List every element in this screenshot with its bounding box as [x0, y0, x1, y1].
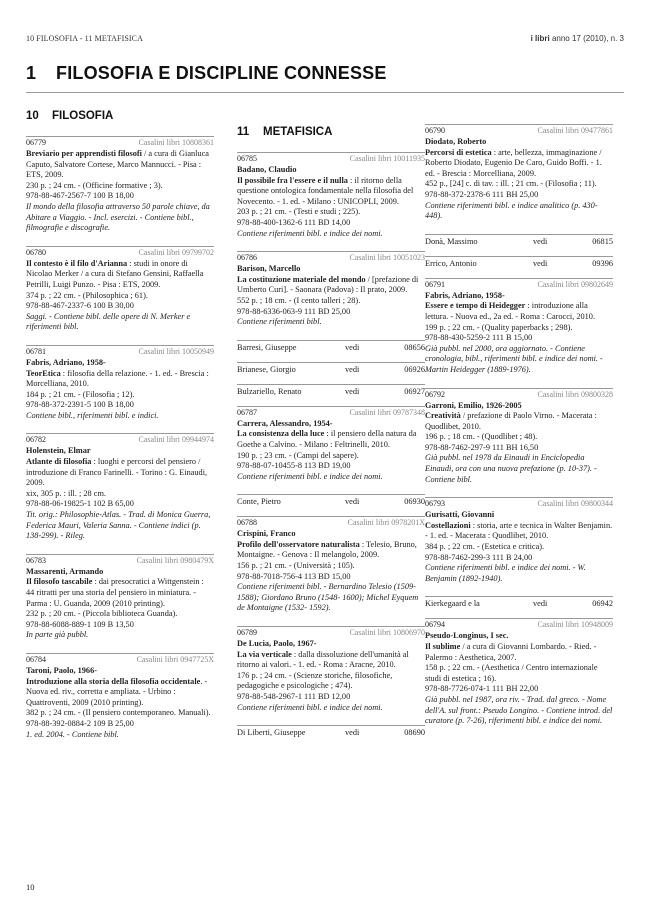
- entry-id-line: [26, 248, 214, 259]
- column-1: [26, 100, 214, 752]
- xref-name: Kierkegaard e la: [425, 599, 480, 609]
- catalog-entry: [237, 516, 425, 614]
- entry-notes: Già pubbl. nel 2000, ora aggiornato. - Contiene cronologia, bibl., riferimenti bibl. e indice dei nomi. - Martin Heidegger (1889-1976).: [425, 343, 603, 374]
- entry-physical: 190 p. ; 23 cm. - (Campi del sapere).: [237, 450, 359, 460]
- entry-physical: 384 p. ; 22 cm. - (Estetica e critica).: [425, 542, 545, 552]
- entry-notes: In parte già pubbl.: [26, 630, 89, 640]
- entry-title: [425, 301, 613, 322]
- catalog-entry: [237, 251, 425, 328]
- entry-isbn: 978-88-06-19825-1 102 B 65,00: [26, 499, 134, 509]
- entry-isbn: 978-88-372-2378-6 111 BH 25,00: [425, 189, 539, 199]
- entry-title: [26, 369, 214, 390]
- section-heading-filosofia: [26, 110, 214, 122]
- entry-physical: 452 p., [24] c. di tav. : ill. ; 21 cm. - (Filosofia ; 11).: [425, 179, 597, 189]
- entry-title-bold: Percorsi di estetica: [425, 147, 492, 157]
- entry-source: Casalini libri 09477861: [537, 126, 613, 135]
- entry-title: [425, 521, 613, 542]
- entry-id-line: [26, 556, 214, 567]
- section-number: 11: [237, 126, 250, 138]
- entry-number: 06793: [425, 499, 445, 509]
- entry-isbn: 978-88-430-5259-2 111 B 15,00: [425, 333, 533, 343]
- entry-isbn: 978-88-6336-063-9 111 BD 25,00: [237, 306, 351, 316]
- entry-author: Taroni, Paolo, 1966-: [26, 665, 97, 675]
- chapter-heading: [26, 63, 387, 84]
- xref-name: Conte, Pietro: [237, 497, 281, 507]
- entry-source: Casalini libri 0978201X: [347, 518, 425, 528]
- xref-name: Donà, Massimo: [425, 236, 478, 246]
- entry-id-line: [26, 435, 214, 446]
- xref-code: 06942: [592, 599, 613, 609]
- entry-number: 06781: [26, 346, 46, 356]
- entry-title-rest: : luoghi e percorsi del pensiero / introduzione di Franco Farinelli. - Torino : G. Einaudi, 2009.: [26, 457, 208, 488]
- xref-code: 08690: [404, 728, 425, 738]
- entry-source: Casalini libri 09800344: [537, 499, 613, 509]
- entry-physical: 199 p. ; 22 cm. - (Quality paperbacks ; 298).: [425, 322, 573, 332]
- entry-number: 06782: [26, 435, 46, 445]
- entry-source: Casalini libri 10808361: [138, 138, 214, 147]
- section-heading-metafisica: [237, 126, 425, 138]
- cross-reference: [237, 384, 425, 402]
- issue-info: anno 17 (2010), n. 3: [549, 34, 624, 43]
- entry-author: Fabris, Adriano, 1958-: [425, 290, 505, 300]
- entry-title-bold: Introduzione alla storia della filosofia occidentale: [26, 676, 201, 686]
- entry-id-line: [425, 390, 613, 401]
- entry-physical: 232 p. ; 20 cm. - (Piccola biblioteca Guanda).: [26, 609, 178, 619]
- entry-title-bold: Atlante di filosofia: [26, 457, 92, 467]
- entry-notes: Già pubbl. nel 1978 da Einaudi in Enciclopedia Einaudi, ora con una nuova prefazione (p. 10-37). - Contiene bibl.: [425, 453, 597, 484]
- catalog-entry: [425, 278, 613, 376]
- xref-vedi: vedi: [345, 386, 360, 396]
- entry-source: Casalini libri 10948009: [537, 620, 613, 630]
- entry-isbn: 978-88-548-2967-1 111 BD 12,00: [237, 692, 351, 701]
- entry-id-line: [26, 347, 214, 358]
- entry-notes: Contiene riferimenti bibl. e indice dei nomi. - W. Benjamin (1892-1940).: [425, 563, 586, 583]
- entry-title-bold: TeorEtica: [26, 368, 61, 378]
- entry-title-bold: La consistenza della luce: [237, 429, 325, 439]
- entry-title: [26, 577, 214, 609]
- entry-id-line: [425, 620, 613, 631]
- chapter-rule: [26, 92, 624, 93]
- catalog-entry: [26, 246, 214, 333]
- entry-source: Casalini libri 0980479X: [136, 555, 214, 565]
- xref-code: 06815: [592, 236, 613, 246]
- catalog-entry: [26, 136, 214, 234]
- entry-title: [425, 642, 613, 663]
- entry-isbn: 978-88-7462-297-9 111 BH 16,50: [425, 442, 539, 452]
- entry-title: [425, 148, 613, 180]
- entry-author: Pseudo-Longinus, I sec.: [425, 631, 509, 641]
- entry-notes: Il mondo della filosofia attraverso 50 parole chiave, da Abitare a Viaggio. - Incl. esercizi. - Contiene bibl., filmografie e discografie.: [26, 201, 210, 233]
- xref-vedi: vedi: [345, 497, 360, 507]
- entry-title-rest: : dalla dissoluzione dell'umanità al ritorno ai valori. - 1. ed. - Roma : Aracne, 2010.: [237, 649, 409, 670]
- xref-name: Bulzariello, Renato: [237, 386, 302, 396]
- section-number: 10: [26, 110, 39, 122]
- entry-physical: 230 p. ; 24 cm. - (Officine formative ; 3).: [26, 180, 163, 190]
- entry-number: 06790: [425, 126, 445, 135]
- entry-source: Casalini libri 0947725X: [136, 654, 214, 664]
- entry-number: 06792: [425, 389, 445, 399]
- running-head-left: 10 FILOSOFIA - 11 METAFISICA: [26, 34, 143, 43]
- entry-number: 06780: [26, 247, 46, 257]
- entry-number: 06784: [26, 654, 46, 664]
- entry-title-rest: : il ritorno della questione ontologica fondamentale nella filosofia del Novecento. - 1. ed. - Milano : UNICOPLI, 2009.: [237, 175, 414, 206]
- cross-reference: [425, 234, 613, 252]
- chapter-number: 1: [26, 63, 37, 83]
- entry-notes: Già pubbl. nel 1987, ora riv. - Trad. dal greco. - Nome dell'A. sul front.: Pseudo Longino. - Contiene introd. del curatore (p. 7-26), riferimenti bibl. e indice dei nomi.: [425, 694, 613, 726]
- catalog-entry: [26, 554, 214, 641]
- entry-isbn: 978-88-07-10455-8 113 BD 19,00: [237, 461, 351, 471]
- entry-number: 06787: [237, 407, 257, 417]
- entry-title-rest: : dai presocratici a Wittgenstein : 44 ritratti per una storia del pensiero in miniatura. - Parma : U. Guanda, 2009 (2010 printing).: [26, 577, 204, 608]
- entry-notes: Contiene riferimenti bibl. e indice dei nomi.: [237, 228, 383, 238]
- entry-source: Casalini libri 10051023: [349, 253, 425, 263]
- entry-physical: 176 p. ; 24 cm. - (Scienze storiche, filosofiche, pedagogiche e psicologiche ; 474).: [237, 670, 393, 691]
- xref-code: 06927: [404, 386, 425, 396]
- entry-source: Casalini libri 10011935: [349, 154, 425, 163]
- xref-name: Errico, Antonio: [425, 258, 477, 268]
- cross-reference: [237, 362, 425, 380]
- entry-title-rest: / a cura di Giovanni Lombardo. - Ried. - Palermo : Aesthetica, 2007.: [425, 642, 597, 662]
- entry-physical: 156 p. ; 21 cm. - (Università ; 105).: [237, 561, 355, 571]
- entry-source: Casalini libri 09800328: [537, 389, 613, 399]
- entry-title-bold: Il contesto è il filo d'Arianna: [26, 258, 128, 268]
- entry-title: [237, 429, 425, 450]
- column-2: [237, 100, 425, 747]
- entry-author: Garroni, Emilio, 1926-2005: [425, 400, 522, 410]
- entry-isbn: 978-88-6088-889-1 109 B 13,50: [26, 619, 134, 629]
- entry-source: Casalini libri 10050949: [138, 346, 214, 356]
- catalog-entry: [26, 653, 214, 740]
- entry-id-line: [425, 126, 613, 137]
- entry-physical: 184 p. ; 21 cm. - (Filosofia ; 12).: [26, 389, 135, 399]
- xref-code: 06930: [404, 497, 425, 507]
- entry-title-rest: : arte, bellezza, immaginazione / Roberto Diodato, Eugenio De Caro, Guido Boffi. - 1. ed. - Brescia : Morcelliana, 2009.: [425, 147, 602, 178]
- entry-notes: Contiene bibl., riferimenti bibl. e indici.: [26, 410, 159, 420]
- entry-title-rest: / a cura di Gianluca Caputo, Salvatore Cortese, Marco Mannucci. - Pisa : ETS, 2009.: [26, 149, 209, 180]
- entry-title-bold: Costellazioni: [425, 520, 471, 530]
- entry-physical: 374 p. ; 22 cm. - (Philosophica ; 61).: [26, 290, 148, 300]
- entry-title-rest: : introduzione alla lettura. - Nuova ed., 2a ed. - Roma : Carocci, 2010.: [425, 301, 596, 321]
- entry-title: [237, 176, 425, 208]
- catalog-entry: [26, 345, 214, 422]
- entry-title: [237, 650, 425, 671]
- page-number: 10: [26, 882, 35, 892]
- entry-isbn: 978-88-467-2337-6 100 B 30,00: [26, 301, 134, 311]
- entry-title-bold: Breviario per apprendisti filosofi: [26, 149, 142, 158]
- entry-title-rest: . - Nuova ed. riv., corretta e ampliata. - Urbino : Quattroventi, 2009 (2010 printing).: [26, 676, 208, 707]
- xref-vedi: vedi: [533, 599, 548, 609]
- catalog-entry: [425, 618, 613, 726]
- entry-number: 06783: [26, 555, 46, 565]
- entry-id-line: [26, 138, 214, 149]
- cross-reference: [237, 340, 425, 358]
- entry-author: Massarenti, Armando: [26, 566, 104, 576]
- column-3: [425, 124, 613, 739]
- entry-title: [237, 275, 425, 296]
- catalog-entry: [425, 124, 613, 222]
- xref-code: 06926: [404, 364, 425, 374]
- xref-vedi: vedi: [533, 258, 548, 268]
- entry-author: De Lucia, Paolo, 1967-: [237, 639, 317, 649]
- entry-source: Casalini libri 09787348: [349, 407, 425, 417]
- entry-physical: 382 p. ; 24 cm. - (Il pensiero contemporaneo. Manuali).: [26, 708, 211, 718]
- entry-number: 06791: [425, 279, 445, 289]
- entry-title-bold: La costituzione materiale del mondo: [237, 274, 366, 284]
- catalog-entry: [425, 497, 613, 584]
- catalog-entry: [237, 626, 425, 713]
- entry-id-line: [237, 154, 425, 165]
- brand-name: i libri: [530, 34, 550, 43]
- entry-title: [237, 540, 425, 561]
- entry-isbn: 978-88-467-2567-7 100 B 18,00: [26, 191, 134, 201]
- entry-number: 06789: [237, 628, 257, 638]
- entry-isbn: 978-88-7018-756-4 113 BD 15,00: [237, 571, 351, 581]
- entry-title-rest: : filosofia della relazione. - 1. ed. - Brescia : Morcelliana, 2010.: [26, 368, 209, 389]
- entry-author: Gurisatti, Giovanni: [425, 510, 495, 520]
- catalog-entry: [26, 433, 214, 541]
- xref-name: Barresi, Giuseppe: [237, 342, 297, 352]
- entry-id-line: [425, 280, 613, 291]
- entry-isbn: 978-88-7462-299-3 111 B 24,00: [425, 552, 533, 562]
- entry-author: Diodato, Roberto: [425, 137, 487, 146]
- cross-reference: [237, 494, 425, 512]
- entry-id-line: [237, 628, 425, 639]
- entry-source: Casalini libri 09799702: [138, 247, 214, 257]
- entry-notes: Contiene riferimenti bibl. e indice dei nomi.: [237, 702, 383, 712]
- entry-title: [425, 411, 613, 432]
- entry-author: Crispini, Franco: [237, 529, 296, 539]
- entry-notes: Saggi. - Contiene bibl. delle opere di N. Merker e riferimenti bibl.: [26, 311, 191, 332]
- running-head: [26, 34, 624, 48]
- entry-id-line: [237, 253, 425, 264]
- entry-id-line: [425, 499, 613, 510]
- entry-physical: 196 p. ; 18 cm. - (Quodlibet ; 48).: [425, 432, 538, 442]
- catalog-entry: [237, 406, 425, 483]
- entry-id-line: [237, 518, 425, 529]
- entry-physical: xix, 305 p. : ill. ; 28 cm.: [26, 488, 106, 498]
- xref-vedi: vedi: [345, 342, 360, 352]
- cross-reference: [237, 725, 425, 743]
- entry-title-rest: : studi in onore di Nicolao Merker / a cura di Stefano Gensini, Raffaella Petrilli, Luigi Punzo. - Pisa : ETS, 2009.: [26, 258, 204, 289]
- entry-title-bold: La via verticale: [237, 649, 292, 659]
- entry-notes: Contiene riferimenti bibl. - Bernardino Telesio (1509-1588); Giordano Bruno (1548- 1600); Michel Eyquem de Montaigne (1532- 1592).: [237, 582, 419, 613]
- entry-source: Casalini libri 09944974: [138, 435, 214, 445]
- entry-title-bold: Essere e tempo di Heidegger: [425, 301, 526, 311]
- entry-number: 06788: [237, 518, 257, 528]
- cross-reference: [425, 256, 613, 274]
- entry-number: 06779: [26, 138, 46, 147]
- entry-isbn: 978-88-372-2391-5 100 B 18,00: [26, 400, 134, 410]
- catalog-entry: [425, 388, 613, 486]
- xref-vedi: vedi: [533, 236, 548, 246]
- entry-notes: Contiene riferimenti bibl. e indice analitico (p. 430-448).: [425, 200, 598, 221]
- entry-isbn: 978-88-7726-074-1 111 BH 22,00: [425, 684, 539, 694]
- entry-title-rest: / prefazione di Paolo Virno. - Macerata : Quodlibet, 2010.: [425, 411, 597, 431]
- entry-number: 06786: [237, 253, 257, 263]
- entry-title-bold: Profilo dell'osservatore naturalista: [237, 539, 360, 549]
- entry-physical: 158 p. ; 22 cm. - (Aesthetica / Centro internazionale studi di estetica ; 16).: [425, 663, 598, 683]
- entry-title-rest: / [prefazione di Umberto Curi]. - Saonara (Padova) : Il prato, 2009.: [237, 274, 419, 295]
- xref-name: Brianese, Giorgio: [237, 364, 296, 374]
- xref-vedi: vedi: [345, 364, 360, 374]
- entry-source: Casalini libri 10806970: [349, 628, 425, 638]
- entry-id-line: [237, 408, 425, 419]
- entry-title-bold: Il possibile fra l'essere e il nulla: [237, 175, 348, 185]
- entry-title: [26, 259, 214, 291]
- entry-physical: 203 p. ; 21 cm. - (Testi e studi ; 225).: [237, 207, 361, 217]
- xref-name: Di Liberti, Giuseppe: [237, 728, 306, 738]
- entry-number: 06794: [425, 620, 445, 630]
- section-title: METAFISICA: [263, 126, 333, 138]
- entry-notes: Tit. orig.: Philosophie-Atlas. - Trad. di Monica Guerra, Federica Mauri, Valeria Sanna. - Contiene indici (p. 138-299). - Rileg.: [26, 510, 211, 541]
- entry-number: 06785: [237, 154, 257, 163]
- entry-title-rest: : Telesio, Bruno, Montaigne. - Genova : Il melangolo, 2009.: [237, 539, 417, 560]
- xref-vedi: vedi: [345, 728, 360, 738]
- xref-code: 08656: [404, 342, 425, 352]
- entry-notes: Contiene riferimenti bibl.: [237, 317, 322, 327]
- entry-author: Holenstein, Elmar: [26, 446, 91, 456]
- entry-title-rest: : storia, arte e tecnica in Walter Benjamin. - 1. ed. - Macerata : Quodlibet, 2010.: [425, 520, 613, 541]
- entry-title-bold: Il filosofo tascabile: [26, 577, 93, 587]
- entry-author: Carrera, Alessandro, 1954-: [237, 418, 333, 428]
- entry-title: [26, 457, 214, 489]
- entry-isbn: 978-88-392-0884-2 109 B 25,00: [26, 718, 134, 728]
- entry-author: Barison, Marcello: [237, 264, 301, 274]
- entry-notes: 1. ed. 2004. - Contiene bibl.: [26, 729, 119, 739]
- entry-author: Fabris, Adriano, 1958-: [26, 357, 106, 367]
- xref-code: 09396: [592, 258, 613, 268]
- entry-notes: Contiene riferimenti bibl. e indice dei nomi.: [237, 471, 383, 481]
- entry-id-line: [26, 655, 214, 666]
- entry-title: [26, 149, 214, 181]
- chapter-title: FILOSOFIA E DISCIPLINE CONNESSE: [56, 63, 387, 83]
- entry-isbn: 978-88-400-1362-6 111 BD 14,00: [237, 217, 351, 227]
- catalog-entry: [237, 152, 425, 239]
- entry-title-bold: Creatività: [425, 411, 461, 421]
- entry-title-bold: Il sublime: [425, 642, 461, 651]
- entry-title-rest: : il pensiero della natura da Goethe a Calvino. - Milano : Feltrinelli, 2010.: [237, 429, 417, 449]
- entry-source: Casalini libri 09802649: [537, 279, 613, 289]
- entry-physical: 552 p. ; 18 cm. - (I cento talleri ; 28).: [237, 295, 361, 305]
- entry-author: Badano, Claudio: [237, 165, 297, 174]
- entry-title: [26, 677, 214, 709]
- section-title: FILOSOFIA: [52, 110, 114, 122]
- cross-reference: [425, 596, 613, 614]
- running-head-right: [531, 34, 624, 43]
